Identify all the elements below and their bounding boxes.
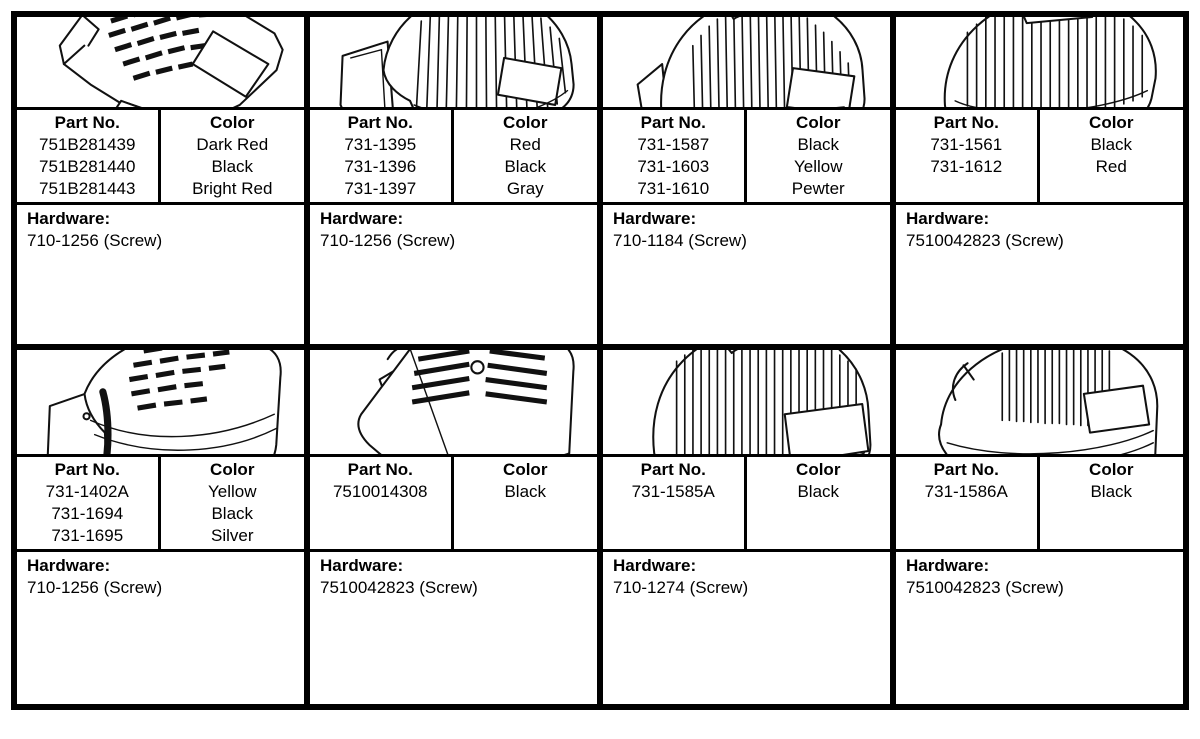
hardware-label: Hardware: [906, 555, 990, 575]
hardware-label: Hardware: [906, 209, 990, 228]
engine-cover-smooth-slats-icon [316, 350, 592, 454]
engine-cover-drawing [310, 350, 597, 454]
part-cell [896, 17, 1183, 344]
part-no-value: 731-1603 [637, 157, 710, 176]
color-value: Black [211, 157, 254, 176]
part-no-header: Part No. [640, 459, 706, 479]
color-header: Color [796, 113, 841, 132]
color-value: Black [797, 135, 840, 154]
hardware-section [310, 549, 597, 705]
hardware-label: Hardware: [27, 209, 111, 228]
part-no-header: Part No. [347, 113, 413, 132]
parts-table [603, 454, 890, 549]
part-no-column [896, 110, 1040, 202]
part-no-value: 731-1695 [51, 525, 124, 545]
parts-catalog-grid [11, 11, 1189, 710]
part-no-value: 731-1396 [344, 157, 417, 176]
color-header: Color [210, 113, 255, 132]
part-no-value: 7510014308 [332, 481, 428, 501]
parts-table [310, 454, 597, 549]
color-value: Bright Red [192, 179, 273, 198]
part-no-value: 731-1694 [51, 503, 124, 523]
color-header: Color [503, 113, 548, 132]
part-no-value: 731-1586A [924, 481, 1008, 501]
part-no-value: 751B281440 [39, 157, 136, 176]
hardware-label: Hardware: [27, 555, 111, 575]
color-value: Yellow [207, 481, 257, 501]
parts-table [896, 107, 1183, 202]
color-header: Color [1089, 113, 1134, 132]
hardware-section [896, 549, 1183, 705]
part-no-value: 731-1402A [45, 481, 129, 501]
engine-cover-drawing [896, 350, 1183, 454]
engine-cover-drawing [603, 350, 890, 454]
color-value: Black [797, 481, 840, 501]
color-column [747, 110, 891, 202]
part-no-column [603, 457, 747, 549]
hardware-label: Hardware: [320, 209, 404, 228]
part-cell [603, 350, 890, 704]
hardware-section [310, 202, 597, 344]
parts-table [603, 107, 890, 202]
color-value: Dark Red [196, 135, 269, 154]
color-value: Black [504, 157, 547, 176]
color-value: Black [504, 481, 547, 501]
part-cell [310, 350, 597, 704]
part-no-column [310, 457, 454, 549]
color-header: Color [210, 459, 255, 479]
part-no-column [603, 110, 747, 202]
hardware-label: Hardware: [613, 555, 697, 575]
part-no-value: 731-1561 [930, 135, 1003, 154]
part-no-value: 731-1397 [344, 179, 417, 198]
color-value: Yellow [793, 157, 843, 176]
hardware-section [17, 202, 304, 344]
part-no-header: Part No. [640, 113, 706, 132]
hardware-value: 7510042823 (Screw) [906, 577, 1064, 597]
color-column [454, 110, 598, 202]
part-no-header: Part No. [347, 459, 413, 479]
parts-table [17, 454, 304, 549]
color-value: Red [509, 135, 541, 154]
part-no-value: 751B281439 [39, 135, 136, 154]
engine-cover-dome-ribbed-sidebox-icon [316, 17, 592, 107]
part-no-header: Part No. [54, 459, 120, 479]
hardware-section [603, 549, 890, 705]
color-value: Silver [210, 525, 254, 545]
hardware-label: Hardware: [320, 555, 404, 575]
hardware-value: 710-1256 (Screw) [27, 231, 163, 250]
color-value: Black [1090, 135, 1133, 154]
hardware-section [603, 202, 890, 344]
color-header: Color [503, 459, 548, 479]
color-column [161, 457, 305, 549]
engine-cover-drawing [603, 17, 890, 107]
engine-cover-drawing [17, 350, 304, 454]
color-value: Pewter [791, 179, 845, 198]
color-value: Gray [506, 179, 544, 198]
color-header: Color [1089, 459, 1134, 479]
part-no-value: 731-1395 [344, 135, 417, 154]
color-value: Black [211, 503, 254, 523]
hardware-value: 7510042823 (Screw) [906, 231, 1064, 250]
hardware-value: 710-1274 (Screw) [613, 577, 749, 597]
part-no-value: 731-1585A [631, 481, 715, 501]
part-cell [17, 350, 304, 704]
part-cell [17, 17, 304, 344]
color-header: Color [796, 459, 841, 479]
parts-table [17, 107, 304, 202]
part-cell [896, 350, 1183, 704]
engine-cover-dome-grille-icon [902, 17, 1178, 107]
part-no-column [17, 457, 161, 549]
part-no-header: Part No. [933, 113, 999, 132]
part-no-value: 751B281443 [39, 179, 136, 198]
part-no-column [310, 110, 454, 202]
engine-cover-angled-slotted-icon [23, 17, 299, 107]
part-no-header: Part No. [54, 113, 120, 132]
hardware-section [17, 549, 304, 705]
hardware-value: 7510042823 (Screw) [320, 577, 478, 597]
hardware-value: 710-1184 (Screw) [613, 231, 747, 250]
part-no-value: 731-1612 [930, 157, 1003, 176]
engine-cover-drawing [17, 17, 304, 107]
color-column [161, 110, 305, 202]
hardware-label: Hardware: [613, 209, 697, 228]
color-value: Red [1095, 157, 1127, 176]
engine-cover-arched-ribbed-flange-icon [609, 17, 885, 107]
color-value: Black [1090, 481, 1133, 501]
part-no-value: 731-1610 [637, 179, 710, 198]
part-no-value: 731-1587 [637, 135, 710, 154]
engine-cover-arched-ribbed-label-icon [609, 350, 885, 454]
engine-cover-boxy-slotted-icon [23, 350, 299, 454]
hardware-value: 710-1256 (Screw) [27, 577, 163, 597]
parts-table [896, 454, 1183, 549]
hardware-value: 710-1256 (Screw) [320, 231, 456, 250]
parts-table [310, 107, 597, 202]
engine-cover-drawing [310, 17, 597, 107]
part-cell [603, 17, 890, 344]
engine-cover-rounded-ribbed-icon [902, 350, 1178, 454]
hardware-section [896, 202, 1183, 344]
color-column [747, 457, 891, 549]
color-column [1040, 110, 1184, 202]
color-column [1040, 457, 1184, 549]
part-no-header: Part No. [933, 459, 999, 479]
part-no-column [896, 457, 1040, 549]
engine-cover-drawing [896, 17, 1183, 107]
part-cell [310, 17, 597, 344]
part-no-column [17, 110, 161, 202]
color-column [454, 457, 598, 549]
